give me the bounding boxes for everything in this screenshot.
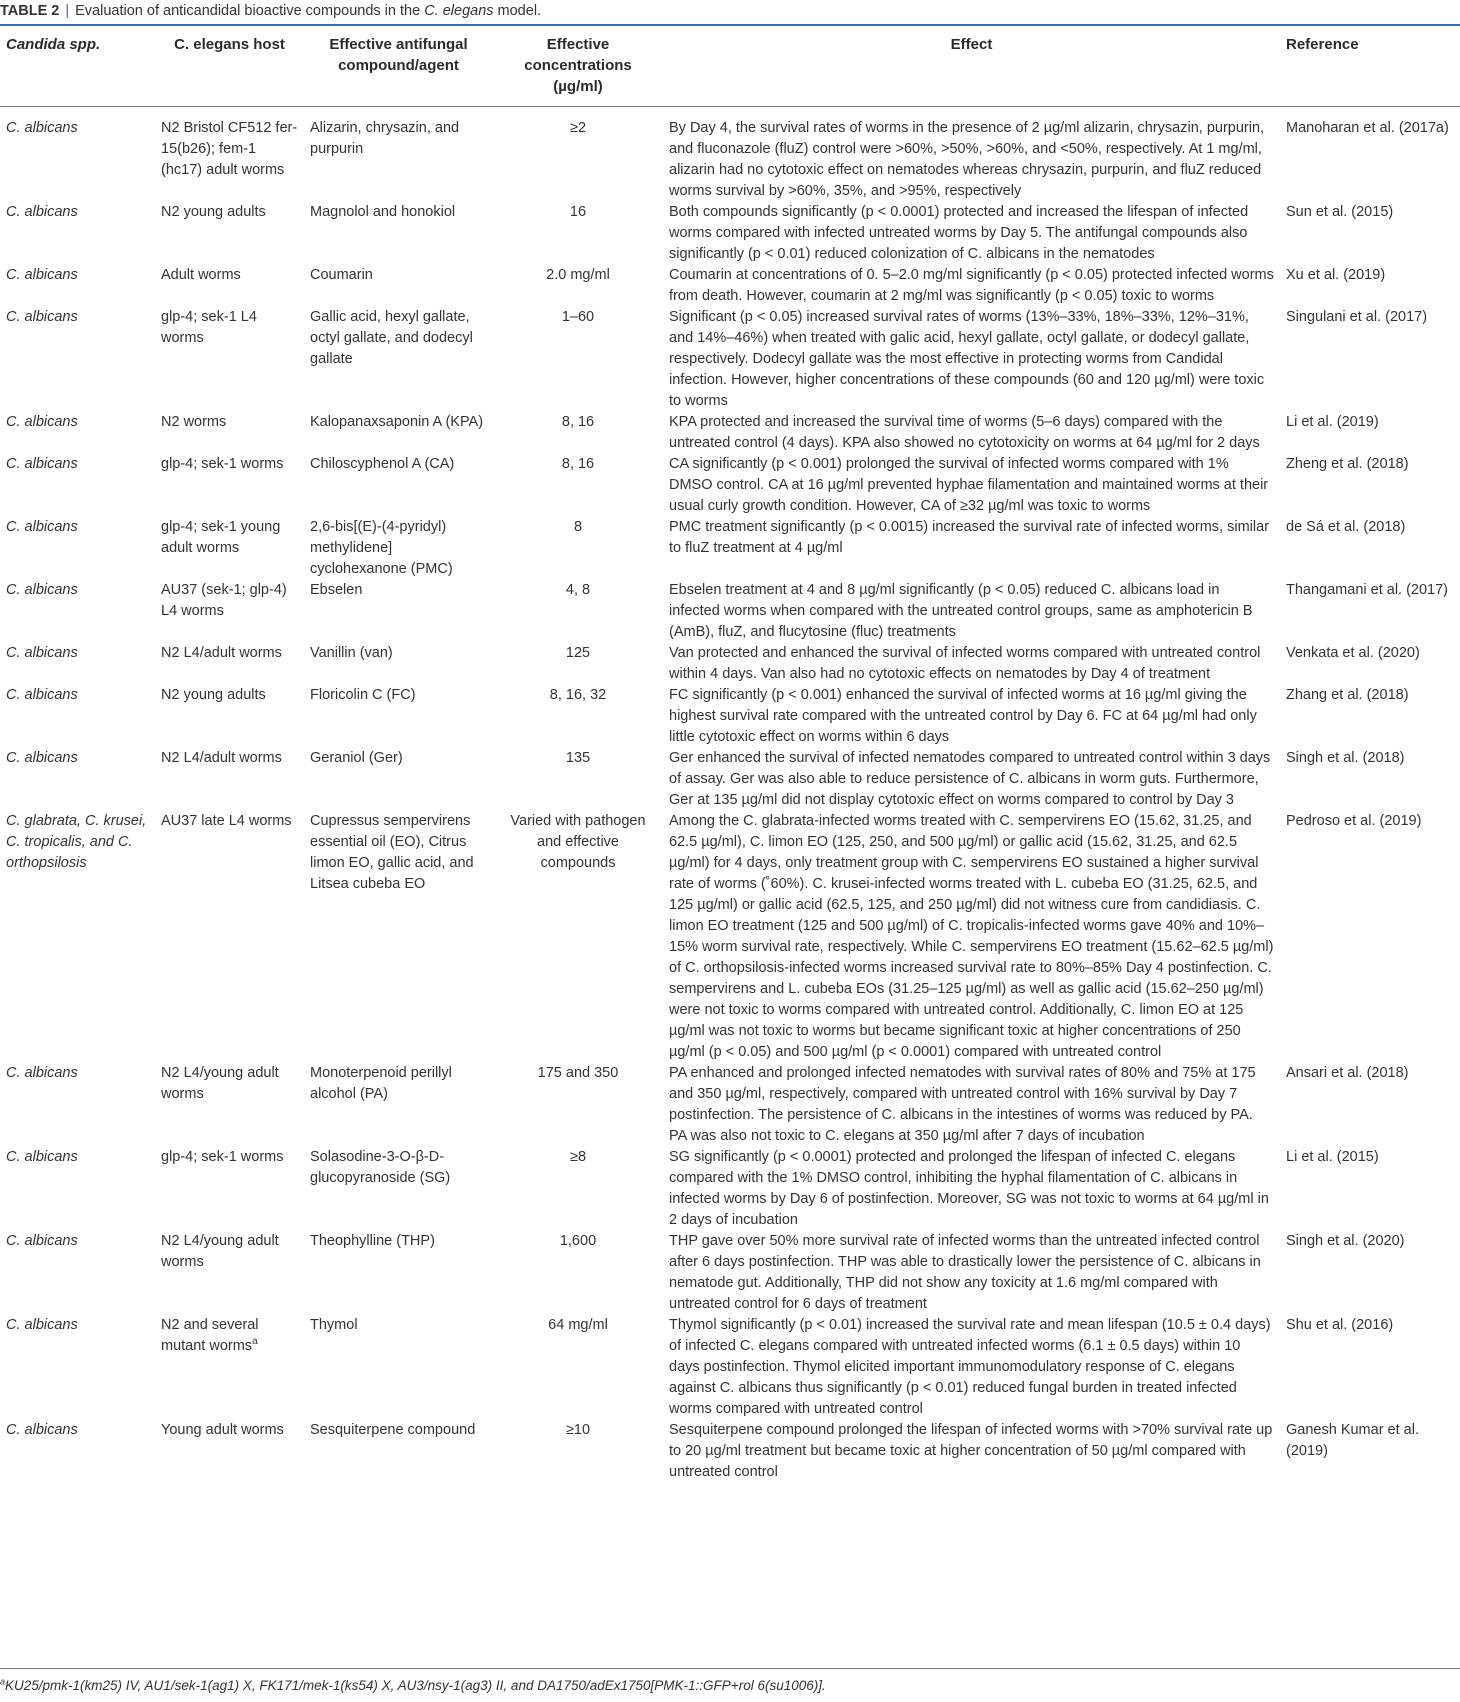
species-cell: C. albicans (6, 1233, 78, 1249)
reference-cell: Thangamani et al. (2017) (1286, 582, 1449, 598)
table-row (0, 307, 1460, 412)
species-cell: C. albicans (6, 645, 78, 661)
table-row (0, 748, 1460, 811)
concentration-cell: 8 (573, 519, 583, 535)
host-cell: glp-4; sek-1 worms (161, 1149, 284, 1165)
compound-cell: Floricolin C (FC) (310, 687, 416, 703)
effect-cell: Among the C. glabrata-infected worms treated with C. sempervirens EO (15.62, 31.25, and 62.5 µg/ml), C. limon EO (125, 250, and 500 µg/ml) or gallic acid (15.62, 31.25, and 62.5 µg/ml) for 4 days, only treatment group with C. sempervirens EO sustained a higher survival rate of worms (˚60%). C. krusei-infected worms treated with L. cubeba EO (31.25, 62.5, and 125 µg/ml) or gallic acid (62.5, 125, and 250 µg/ml) did not witness cure from candidiasis. C. limon EO treatment (125 and 500 µg/ml) of C. tropicalis-infected worms gave 40% and 10%–15% worm survival rate, respectively. While C. sempervirens EO treatment (15.62–62.5 µg/ml) of C. orthopsilosis-infected worms increased survival rate to 80%–85% Day 4 postinfection. C. sempervirens and L. cubeba EOs (31.25–125 µg/ml) as well as gallic acid (15.62–250 µg/ml) were not toxic to worms compared with untreated control. Additionally, C. limon EO at 125 µg/ml was not toxic to worms but became significant toxic at higher concentrations of 250 µg/ml (p < 0.05) and 500 µg/ml (p < 0.0001) compared with untreated control (669, 813, 1274, 1060)
effect-cell: Van protected and enhanced the survival of infected worms compared with untreated control within 4 days. Van also had no cytotoxic effects on nematodes by Day 4 of treatment (669, 645, 1261, 682)
compound-cell: Chiloscyphenol A (CA) (310, 456, 455, 472)
reference-cell: de Sá et al. (2018) (1286, 519, 1406, 535)
host-cell: N2 and several mutant worms$^a$ (161, 1317, 259, 1354)
table-row (0, 517, 1460, 580)
concentration-cell: 8, 16 (561, 456, 595, 472)
compounds-table (0, 28, 1460, 1483)
effect-cell: Sesquiterpene compound prolonged the lifespan of infected worms with >70% survival rate up to 20 µg/ml treatment but became toxic at higher concentration of 50 µg/ml compared with untreated control (669, 1422, 1273, 1480)
host-cell: Adult worms (161, 267, 241, 283)
host-cell: glp-4; sek-1 worms (161, 456, 284, 472)
species-cell: C. albicans (6, 120, 78, 136)
species-cell: C. albicans (6, 309, 78, 325)
species-cell: C. albicans (6, 1065, 78, 1081)
column-header-effect: Effect (950, 36, 993, 53)
host-cell: N2 L4/adult worms (161, 750, 282, 766)
column-header-compound: Effective antifungal compound/agent (329, 36, 468, 74)
effect-cell: FC significantly (p < 0.001) enhanced the survival of infected worms at 16 µg/ml giving the highest survival rate compared with the untreated control by Day 6. FC at 64 µg/ml had only little cytotoxic effect on worms within 6 days (669, 687, 1257, 745)
species-cell: C. albicans (6, 414, 78, 430)
species-cell: C. albicans (6, 1317, 78, 1333)
concentration-cell: 16 (569, 204, 587, 220)
caption-title-start: Evaluation of anticandidal bioactive compounds in the (75, 3, 425, 19)
footnote-marker: a (252, 1336, 258, 1348)
host-cell: N2 young adults (161, 687, 266, 703)
header-rule (0, 106, 1460, 107)
species-cell: C. glabrata, C. krusei, C. tropicalis, and C. orthopsilosis (6, 813, 147, 871)
table-row (0, 1147, 1460, 1231)
table-row (0, 1231, 1460, 1315)
compound-cell: 2,6-bis[(E)-(4-pyridyl) methylidene] cyclohexanone (PMC) (310, 519, 453, 577)
caption-separator: | (65, 3, 70, 19)
caption-rule (0, 24, 1460, 26)
table-row (0, 412, 1460, 454)
reference-cell: Sun et al. (2015) (1286, 204, 1394, 220)
effect-cell: Thymol significantly (p < 0.01) increased the survival rate and mean lifespan (10.5 ± 0.4 days) of infected C. elegans compared with untreated infected worms (6.1 ± 0.5 days) within 10 days postinfection. Thymol elicited important immunomodulatory response of C. elegans against C. albicans thus significantly (p < 0.01) reduced fungal burden in treated infected worms compared with untreated control (669, 1317, 1271, 1417)
species-cell: C. albicans (6, 519, 78, 535)
concentration-cell: ≥10 (565, 1422, 591, 1438)
species-cell: C. albicans (6, 582, 78, 598)
host-cell: AU37 late L4 worms (161, 813, 292, 829)
concentration-cell: 175 and 350 (537, 1065, 619, 1081)
host-cell: N2 young adults (161, 204, 266, 220)
effect-cell: CA significantly (p < 0.001) prolonged the survival of infected worms compared with 1% DMSO control. CA at 16 µg/ml prevented hyphae filamentation and maintained worms at their usual curly growth condition. However, CA of ≥32 µg/ml was toxic to worms (669, 456, 1269, 514)
compound-cell: Vanillin (van) (310, 645, 393, 661)
host-cell: N2 L4/young adult worms (161, 1065, 279, 1102)
table-row (0, 1420, 1460, 1483)
reference-cell: Li et al. (2015) (1286, 1149, 1379, 1165)
reference-cell: Venkata et al. (2020) (1286, 645, 1420, 661)
caption-title-end: model. (493, 3, 542, 19)
compound-cell: Solasodine-3-O-β-D-glucopyranoside (SG) (310, 1149, 451, 1186)
table-row (0, 265, 1460, 307)
table-caption (0, 0, 541, 22)
reference-cell: Ansari et al. (2018) (1286, 1065, 1409, 1081)
species-cell: C. albicans (6, 687, 78, 703)
reference-cell: Shu et al. (2016) (1286, 1317, 1394, 1333)
table-header-row (0, 28, 1460, 106)
compound-cell: Thymol (310, 1317, 358, 1333)
host-cell: N2 L4/adult worms (161, 645, 282, 661)
table-row (0, 685, 1460, 748)
species-cell: C. albicans (6, 267, 78, 283)
table-footnote (0, 1676, 826, 1696)
concentration-cell: 2.0 mg/ml (546, 267, 610, 283)
compound-cell: Alizarin, chrysazin, and purpurin (310, 120, 460, 157)
host-cell: N2 L4/young adult worms (161, 1233, 279, 1270)
concentration-cell: 8, 16 (561, 414, 595, 430)
effect-cell: KPA protected and increased the survival time of worms (5–6 days) compared with the untreated control (4 days). KPA also showed no cytotoxicity on worms at 64 µg/ml for 2 days (669, 414, 1260, 451)
concentration-cell: ≥2 (569, 120, 587, 136)
compound-cell: Theophylline (THP) (310, 1233, 435, 1249)
host-cell: Young adult worms (161, 1422, 284, 1438)
compound-cell: Gallic acid, hexyl gallate, octyl gallate, and dodecyl gallate (310, 309, 473, 367)
footnote-text: KU25/pmk-1(km25) IV, AU1/sek-1(ag1) X, FK171/mek-1(ks54) X, AU3/nsy-1(ag3) II, and DA1750/adEx1750[PMK-1::GFP+rol 6(su1006)]. (5, 1678, 826, 1693)
table-bottom-rule (0, 1668, 1460, 1669)
reference-cell: Singh et al. (2018) (1286, 750, 1405, 766)
concentration-cell: 1,600 (559, 1233, 597, 1249)
reference-cell: Singh et al. (2020) (1286, 1233, 1405, 1249)
column-header-species: Candida spp. (6, 36, 101, 53)
effect-cell: THP gave over 50% more survival rate of infected worms than the untreated infected control after 6 days postinfection. THP was able to drastically lower the persistence of C. albicans in nematode gut. Additionally, THP did not show any toxicity at 1.6 mg/ml compared with untreated control for 6 days of treatment (669, 1233, 1261, 1312)
compound-cell: Geraniol (Ger) (310, 750, 403, 766)
table-row (0, 106, 1460, 202)
effect-cell: Ebselen treatment at 4 and 8 µg/ml significantly (p < 0.05) reduced C. albicans load in infected worms when compared with the untreated control groups, same as amphotericin B (AmB), fluZ, and flucytosine (fluc) treatments (669, 582, 1253, 640)
concentration-cell: 64 mg/ml (548, 1317, 608, 1333)
effect-cell: SG significantly (p < 0.0001) protected and prolonged the lifespan of infected C. elegans compared with the 1% DMSO control, inhibiting the hyphal filamentation of C. albicans in infected worms by Day 6 of postinfection. Moreover, SG was not toxic to worms at 64 µg/ml in 2 days of incubation (669, 1149, 1269, 1228)
table-row (0, 1315, 1460, 1420)
effect-cell: By Day 4, the survival rates of worms in the presence of 2 µg/ml alizarin, chrysazin, purpurin, and fluconazole (fluZ) control were >60%, >50%, >60%, and <50%, respectively. At 1 mg/ml, alizarin had no cytotoxic effect on nematodes whereas chrysazin, purpurin, and fluZ reduced worms survival by >60%, 35%, and >95%, respectively (669, 120, 1265, 199)
effect-cell: Significant (p < 0.05) increased survival rates of worms (13%–33%, 18%–33%, 12%–31%, and 14%–46%) when treated with galic acid, hexyl gallate, octyl gallate, or dodecyl gallate, respectively. Dodecyl gallate was the most effective in protecting worms from Candidal infection. However, higher concentrations of these compounds (60 and 120 µg/ml) were toxic to worms (669, 309, 1265, 409)
effect-cell: Ger enhanced the survival of infected nematodes compared to untreated control within 3 days of assay. Ger was also able to reduce persistence of C. albicans in worm guts. Furthermore, Ger at 135 µg/ml did not display cytotoxic effect on worms compared to control by Day 3 (669, 750, 1271, 808)
table-row (0, 580, 1460, 643)
reference-cell: Pedroso et al. (2019) (1286, 813, 1422, 829)
effect-cell: PA enhanced and prolonged infected nematodes with survival rates of 80% and 75% at 175 and 350 µg/ml, respectively, compared with untreated control with 16% survival by Day 7 postinfection. The persistence of C. albicans in the intestines of worms was reduced by PA. PA was also not toxic to C. elegans at 350 µg/ml after 7 days of incubation (669, 1065, 1256, 1144)
column-header-concentration: Effective concentrations (µg/ml) (524, 36, 632, 95)
compound-cell: Magnolol and honokiol (310, 204, 456, 220)
reference-cell: Ganesh Kumar et al. (2019) (1286, 1422, 1419, 1459)
species-cell: C. albicans (6, 456, 78, 472)
compound-cell: Ebselen (310, 582, 363, 598)
column-header-host: C. elegans host (174, 36, 285, 53)
column-header-reference: Reference (1286, 36, 1359, 53)
host-cell: N2 Bristol CF512 fer-15(b26); fem-1 (hc17) adult worms (161, 120, 298, 178)
species-cell: C. albicans (6, 750, 78, 766)
host-cell: AU37 (sek-1; glp-4) L4 worms (161, 582, 287, 619)
compound-cell: Kalopanaxsaponin A (KPA) (310, 414, 484, 430)
species-cell: C. albicans (6, 1149, 78, 1165)
concentration-cell: 8, 16, 32 (549, 687, 607, 703)
species-cell: C. albicans (6, 1422, 78, 1438)
effect-cell: Both compounds significantly (p < 0.0001) protected and increased the lifespan of infected worms compared with infected untreated worms by Day 5. The antifungal compounds also significantly (p < 0.01) reduced colonization of C. albicans in the nematodes (669, 204, 1249, 262)
reference-cell: Zhang et al. (2018) (1286, 687, 1409, 703)
compound-cell: Sesquiterpene compound (310, 1422, 476, 1438)
table-label: TABLE 2 (0, 3, 60, 19)
host-cell: N2 worms (161, 414, 227, 430)
reference-cell: Singulani et al. (2017) (1286, 309, 1428, 325)
table-row (0, 1063, 1460, 1147)
concentration-cell: 1–60 (561, 309, 595, 325)
table-row (0, 202, 1460, 265)
table-row (0, 454, 1460, 517)
host-cell: glp-4; sek-1 young adult worms (161, 519, 281, 556)
concentration-cell: ≥8 (569, 1149, 587, 1165)
host-cell: glp-4; sek-1 L4 worms (161, 309, 257, 346)
concentration-cell: 125 (565, 645, 591, 661)
concentration-cell: Varied with pathogen and effective compounds (510, 813, 646, 871)
concentration-cell: 4, 8 (565, 582, 591, 598)
species-cell: C. albicans (6, 204, 78, 220)
concentration-cell: 135 (565, 750, 591, 766)
caption-title-species: C. elegans (424, 3, 494, 19)
footnote-marker: a (0, 1676, 6, 1687)
compound-cell: Coumarin (310, 267, 373, 283)
table-row (0, 811, 1460, 1063)
effect-cell: Coumarin at concentrations of 0. 5–2.0 mg/ml significantly (p < 0.05) protected infected worms from death. However, coumarin at 2 mg/ml was significantly (p < 0.05) toxic to worms (669, 267, 1274, 304)
reference-cell: Manoharan et al. (2017a) (1286, 120, 1449, 136)
effect-cell: PMC treatment significantly (p < 0.0015) increased the survival rate of infected worms, similar to fluZ treatment at 4 µg/ml (669, 519, 1269, 556)
reference-cell: Zheng et al. (2018) (1286, 456, 1409, 472)
table-row (0, 643, 1460, 685)
reference-cell: Li et al. (2019) (1286, 414, 1379, 430)
compound-cell: Monoterpenoid perillyl alcohol (PA) (310, 1065, 452, 1102)
reference-cell: Xu et al. (2019) (1286, 267, 1386, 283)
compound-cell: Cupressus sempervirens essential oil (EO), Citrus limon EO, gallic acid, and Litsea cubeba EO (310, 813, 474, 892)
